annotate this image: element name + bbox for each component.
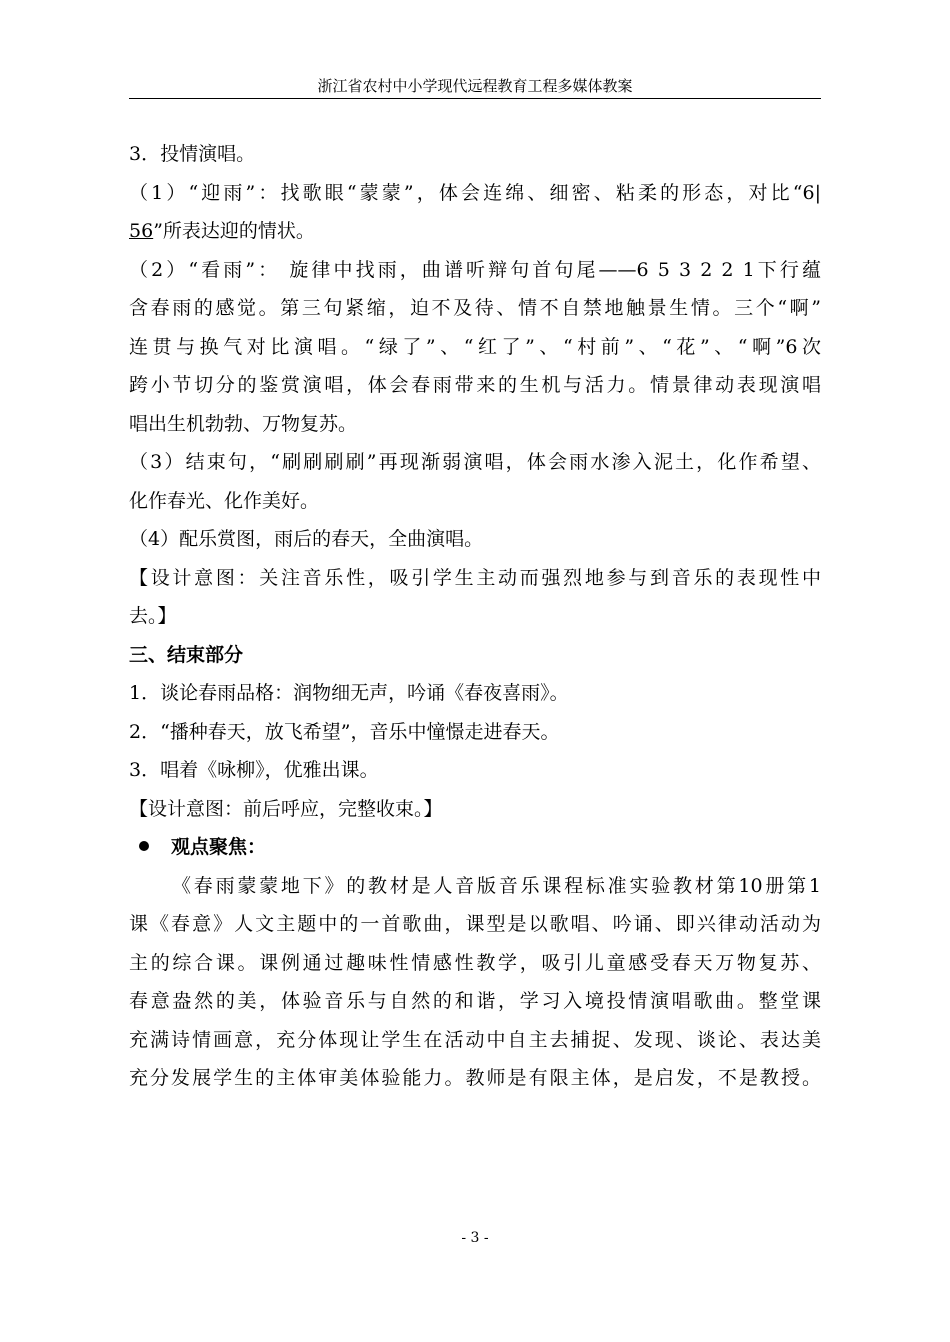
list-item: 3．唱着《咏柳》，优雅出课。: [129, 759, 379, 781]
section-heading: 三、结束部分: [129, 643, 244, 666]
paragraph-line: 连贯与换气对比演唱。“绿了”、“红了”、“村前”、“花”、“啊”6次: [129, 335, 821, 358]
design-intent-line: 去。】: [129, 605, 177, 627]
paragraph-line: 《春雨蒙蒙地下》的教材是人音版音乐课程标准实验教材第10册第1: [172, 874, 821, 897]
page-number: - 3 -: [461, 1230, 489, 1246]
design-intent-line: 【设计意图：关注音乐性，吸引学生主动而强烈地参与到音乐的表现性中: [129, 566, 821, 589]
underlined-notation: 56: [129, 220, 154, 242]
viewpoint-heading: [129, 828, 821, 867]
paragraph-line: 主的综合课。课例通过趣味性情感性教学，吸引儿童感受春天万物复苏、: [129, 951, 821, 974]
paragraph-line: 充满诗情画意，充分体现让学生在活动中自主去捕捉、发现、谈论、表达美: [129, 1028, 821, 1051]
step-heading: 3．投情演唱。: [129, 143, 256, 165]
design-intent-line: 【设计意图：前后呼应，完整收束。】: [129, 797, 443, 820]
paragraph-line: （4）配乐赏图，雨后的春天，全曲演唱。: [129, 528, 484, 550]
paragraph-line: 春意盎然的美，体验音乐与自然的和谐，学习入境投情演唱歌曲。整堂课: [129, 990, 821, 1012]
paragraph-line: 化作春光、化作美好。: [129, 489, 320, 512]
paragraph-line: 充分发展学生的主体审美体验能力。教师是有限主体，是启发，不是教授。: [129, 1067, 821, 1089]
viewpoint-heading-text: 观点聚焦：: [171, 836, 267, 858]
paragraph-text: ”所表达迎的情状。: [153, 220, 315, 242]
list-item: 2．“播种春天，放飞希望”，音乐中憧憬走进春天。: [129, 720, 560, 743]
paragraph-line: 含春雨的感觉。第三句紧缩，迫不及待、情不自禁地触景生情。三个“啊”: [129, 297, 821, 319]
paragraph-line: （1）“迎雨”：找歌眼“蒙蒙”，体会连绵、细密、粘柔的形态，对比“6|: [129, 181, 821, 204]
paragraph-line: 唱出生机勃勃、万物复苏。: [129, 412, 358, 435]
page-header: 浙江省农村中小学现代远程教育工程多媒体教案: [129, 74, 821, 99]
paragraph-line: （3）结束句，“刷刷刷刷”再现渐弱演唱，体会雨水渗入泥土，化作希望、: [129, 451, 821, 473]
paragraph-line: [129, 212, 821, 251]
paragraph-line: 跨小节切分的鉴赏演唱，体会春雨带来的生机与活力。情景律动表现演唱: [129, 374, 821, 396]
paragraph-line: （2）“看雨”： 旋律中找雨，曲谱听辩句首句尾——6 5 3 2 2 1下行蕴: [129, 258, 821, 281]
page-content: [129, 135, 821, 1098]
paragraph-line: 课《春意》人文主题中的一首歌曲，课型是以歌唱、吟诵、即兴律动活动为: [129, 913, 821, 935]
bullet-icon: [139, 841, 149, 851]
list-item: 1．谈论春雨品格：润物细无声，吟诵《春夜喜雨》。: [129, 682, 569, 704]
